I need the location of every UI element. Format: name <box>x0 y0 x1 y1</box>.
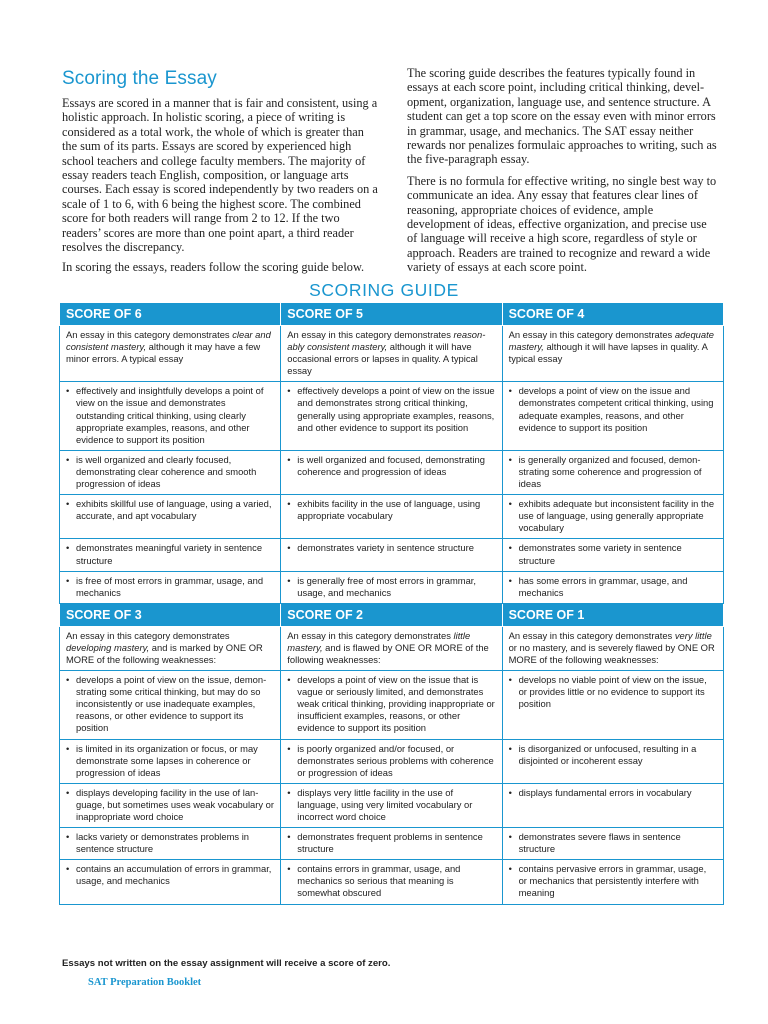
bullet-icon: • <box>287 385 291 397</box>
bullet-item <box>509 674 717 710</box>
criteria-cell <box>60 382 281 450</box>
intro-text-tail: and is flawed by ONE OR MORE of the following weaknesses: <box>287 641 489 665</box>
bullet-item <box>509 454 717 490</box>
criteria-cell <box>281 495 502 539</box>
mastery-level: reasonably consistent mastery, <box>287 329 486 353</box>
mastery-level: adequate mastery, <box>508 329 714 353</box>
criteria-cell <box>502 860 723 904</box>
criteria-cell <box>60 828 281 860</box>
bullet-icon: • <box>66 542 70 554</box>
bullet-icon: • <box>508 453 512 465</box>
criteria-cell <box>60 571 281 603</box>
criteria-cell <box>281 450 502 494</box>
bullet-icon: • <box>508 498 512 510</box>
booklet-footer-brand: SAT Preparation Booklet <box>88 977 202 988</box>
bullet-item <box>287 385 495 433</box>
criteria-row <box>60 450 724 494</box>
mastery-level: clear and consistent mastery, <box>66 329 271 353</box>
bullet-item <box>509 542 717 566</box>
bullet-icon: • <box>508 742 512 754</box>
criteria-cell <box>281 382 502 450</box>
bullet-icon: • <box>287 453 291 465</box>
bullet-item <box>66 575 274 599</box>
criteria-row <box>60 571 724 603</box>
bullet-item <box>287 542 495 554</box>
bullet-icon: • <box>287 542 291 554</box>
bullet-icon: • <box>287 674 291 686</box>
bullet-icon: • <box>287 831 291 843</box>
score-header: SCORE OF 1 <box>502 603 723 626</box>
criteria-text: effectively and insightfully develops a point of view on the issue and demonstrates outstanding critical thinking, using clearly appropriate examples, reasons, and other evidence to support its position <box>76 385 264 445</box>
criteria-cell <box>60 860 281 904</box>
bullet-icon: • <box>66 574 70 586</box>
criteria-cell <box>502 783 723 827</box>
bullet-icon: • <box>287 742 291 754</box>
criteria-text: contains an accumulation of errors in grammar, usage, and mechanics <box>76 863 272 887</box>
criteria-text: is generally free of most errors in grammar, usage, and mechanics <box>297 574 477 598</box>
criteria-cell <box>502 450 723 494</box>
criteria-cell <box>60 539 281 571</box>
criteria-text: is poorly organized and/or focused, or demonstrates serious problems with coherence or progression of ideas <box>297 742 494 778</box>
bullet-icon: • <box>508 786 512 798</box>
scoring-guide-title: SCORING GUIDE <box>309 280 459 300</box>
mastery-level: very little <box>674 629 712 641</box>
mastery-level: developing mastery, <box>66 641 150 653</box>
criteria-row <box>60 739 724 783</box>
score-intro-cell <box>60 626 281 670</box>
bullet-item <box>66 674 274 734</box>
criteria-cell <box>281 783 502 827</box>
bullet-icon: • <box>66 498 70 510</box>
bullet-item <box>287 743 495 779</box>
criteria-row <box>60 382 724 450</box>
bullet-item <box>66 863 274 887</box>
no-formula-paragraph: There is no formula for effective writing, no single best way to communicate an idea. Any essay that features clear lines of reasoning, appropriate choices of evidence, ample development of ideas, effective organization, and precise use of language will receive a high score, regardless of style or approach. Readers are trained to recognize and reward a wide variety of essays at each score point. <box>407 173 717 275</box>
criteria-cell <box>281 539 502 571</box>
bullet-item <box>287 831 495 855</box>
criteria-cell <box>60 450 281 494</box>
score-intro-cell <box>502 626 723 670</box>
criteria-text: demonstrates frequent problems in sentence structure <box>297 831 483 855</box>
right-column <box>407 66 719 281</box>
intro-text: An essay in this category demonstrates <box>287 329 454 340</box>
left-column <box>62 68 380 281</box>
bullet-item <box>287 498 495 522</box>
bullet-icon: • <box>66 453 70 465</box>
criteria-text: develops a point of view on the issue, demonstrating some critical thinking, but may do so inconsistently or use inadequate examples, reasons, or other evidence to support its position <box>76 674 267 734</box>
criteria-cell <box>281 739 502 783</box>
criteria-cell <box>502 539 723 571</box>
bullet-icon: • <box>66 742 70 754</box>
criteria-cell <box>281 571 502 603</box>
intro-text-tail: although it may have a few minor errors. A typical essay <box>66 341 261 365</box>
intro-paragraph: Essays are scored in a manner that is fair and consistent, using a holistic approach. In holistic scoring, a piece of writing is considered as a total work, the whole of which is greater than the sum of its parts. Essays are scored by experienced high school teachers and college faculty members. The majority of essay readers teach English, composition, or language arts courses. Each essay is scored independently by two readers on a scale of 1 to 6, with 6 being the highest score. The combined score for both readers will range from 2 to 12. If the two readers’ scores are more than one point apart, a third reader resolves the discrepancy. <box>62 96 378 255</box>
criteria-row <box>60 495 724 539</box>
bullet-icon: • <box>66 863 70 875</box>
intro-text-tail: although it will have occasional errors or lapses in quality. A typical essay <box>287 341 478 377</box>
bullet-icon: • <box>287 498 291 510</box>
bullet-icon: • <box>66 385 70 397</box>
section-heading: Scoring the Essay <box>62 68 217 89</box>
bullet-icon: • <box>66 674 70 686</box>
bullet-item <box>509 575 717 599</box>
zero-score-note: Essays not written on the essay assignment will receive a score of zero. <box>62 958 391 969</box>
score-intro-row <box>60 326 724 382</box>
bullet-item <box>287 575 495 599</box>
criteria-text: demonstrates variety in sentence structure <box>297 542 474 554</box>
criteria-text: develops no viable point of view on the issue, or provides little or no evidence to support its position <box>518 674 707 710</box>
criteria-cell <box>502 671 723 739</box>
criteria-cell <box>281 860 502 904</box>
criteria-cell <box>281 828 502 860</box>
intro-text: An essay in this category demonstrates <box>287 629 454 641</box>
score-intro-cell <box>502 326 723 382</box>
criteria-text: demonstrates meaningful variety in sentence structure <box>76 542 263 566</box>
bullet-icon: • <box>508 542 512 554</box>
score-intro-cell <box>60 326 281 382</box>
intro-text: An essay in this category demonstrates <box>66 629 230 641</box>
bullet-item <box>509 831 717 855</box>
criteria-text: displays fundamental errors in vocabulary <box>518 786 692 798</box>
criteria-row <box>60 539 724 571</box>
criteria-text: is well organized and clearly focused, demonstrating clear coherence and smooth progression of ideas <box>76 453 257 490</box>
bullet-icon: • <box>508 574 512 586</box>
guide-description-paragraph: The scoring guide describes the features typically found in essays at each score point, including critical thinking, development, organization, language use, and sentence structure. A student can get a top score on the essay even with minor errors in grammar, usage, and mechanics. The SAT essay neither rewards nor penalizes formulaic approaches to writing, such as the five-paragraph essay. <box>407 66 717 167</box>
criteria-row <box>60 828 724 860</box>
criteria-text: exhibits adequate but inconsistent facility in the use of language, using generally appropriate vocabulary <box>518 498 715 534</box>
bullet-item <box>66 743 274 779</box>
criteria-cell <box>60 783 281 827</box>
criteria-text: displays developing facility in the use of language, but sometimes uses weak vocabulary or inappropriate word choice <box>76 786 275 822</box>
bullet-item <box>509 498 717 534</box>
criteria-text: exhibits skillful use of language, using a varied, accurate, and apt vocabulary <box>76 498 272 522</box>
criteria-text: exhibits facility in the use of language, using appropriate vocabulary <box>297 498 481 522</box>
bullet-item <box>509 863 717 899</box>
score-header: SCORE OF 2 <box>281 603 502 626</box>
criteria-cell <box>502 739 723 783</box>
criteria-cell <box>502 828 723 860</box>
criteria-cell <box>502 571 723 603</box>
bullet-item <box>287 787 495 823</box>
bullet-icon: • <box>66 831 70 843</box>
bullet-item <box>66 454 274 490</box>
bullet-item <box>66 787 274 823</box>
criteria-cell <box>60 671 281 739</box>
intro-text: An essay in this category demonstrates <box>508 629 675 641</box>
score-intro-cell <box>281 326 502 382</box>
bullet-icon: • <box>66 786 70 798</box>
scoring-guide-table <box>59 302 724 905</box>
bullet-icon: • <box>508 385 512 397</box>
criteria-text: demonstrates some variety in sentence structure <box>518 542 682 566</box>
criteria-cell <box>281 671 502 739</box>
criteria-text: contains errors in grammar, usage, and mechanics so serious that meaning is somewhat obscured <box>297 863 461 899</box>
bullet-item <box>509 743 717 767</box>
score-header: SCORE OF 3 <box>60 603 281 626</box>
intro-text: An essay in this category demonstrates <box>66 329 233 340</box>
bullet-item <box>287 454 495 478</box>
score-intro-row <box>60 626 724 670</box>
intro-text-tail: and is marked by ONE OR MORE of the following weaknesses: <box>66 641 263 665</box>
bullet-item <box>66 498 274 522</box>
criteria-text: has some errors in grammar, usage, and mechanics <box>518 574 688 598</box>
intro-text: An essay in this category demonstrates <box>508 329 675 340</box>
criteria-cell <box>502 382 723 450</box>
criteria-text: is generally organized and focused, demonstrating some coherence and progression of ideas <box>518 453 702 490</box>
bullet-item <box>66 831 274 855</box>
bullet-icon: • <box>508 831 512 843</box>
mastery-level: little mastery, <box>287 629 471 653</box>
score-header: SCORE OF 5 <box>281 303 502 326</box>
bullet-item <box>509 787 717 799</box>
criteria-row <box>60 783 724 827</box>
bullet-item <box>66 542 274 566</box>
bullet-icon: • <box>287 863 291 875</box>
criteria-text: demonstrates severe flaws in sentence structure <box>518 831 681 855</box>
criteria-row <box>60 671 724 739</box>
intro-text-tail: or no mastery, and is severely flawed by ONE OR MORE of the following weaknesses: <box>508 641 715 665</box>
criteria-text: displays very little facility in the use of language, using very limited vocabulary or incorrect word choice <box>297 786 473 822</box>
score-intro-cell <box>281 626 502 670</box>
bullet-icon: • <box>508 674 512 686</box>
bullet-item <box>287 863 495 899</box>
bullet-item <box>509 385 717 433</box>
score-header: SCORE OF 6 <box>60 303 281 326</box>
criteria-text: is limited in its organization or focus, or may demonstrate some lapses in coherence or progression of ideas <box>76 742 258 778</box>
score-header-row <box>60 303 724 326</box>
criteria-text: is well organized and focused, demonstrating coherence and progression of ideas <box>297 453 485 477</box>
score-header: SCORE OF 4 <box>502 303 723 326</box>
criteria-text: develops a point of view on the issue and demonstrates competent critical thinking, using adequate examples, reasons, and other evidence to support its position <box>518 385 714 433</box>
criteria-text: contains pervasive errors in grammar, usage, or mechanics that persistently interfere with meaning <box>518 863 707 899</box>
criteria-cell <box>60 739 281 783</box>
criteria-text: is disorganized or unfocused, resulting in a disjointed or incoherent essay <box>518 742 697 766</box>
scoring-guide-lead-in: In scoring the essays, readers follow the scoring guide below. <box>62 260 365 275</box>
score-header-row <box>60 603 724 626</box>
criteria-text: is free of most errors in grammar, usage, and mechanics <box>76 574 264 598</box>
criteria-text: develops a point of view on the issue that is vague or seriously limited, and demonstrates weak critical thinking, providing inappropriate or insufficient examples, reasons, or other evidence to support its position <box>297 674 495 734</box>
bullet-icon: • <box>287 574 291 586</box>
criteria-row <box>60 860 724 904</box>
intro-text-tail: although it will have lapses in quality. A typical essay <box>508 341 708 365</box>
criteria-text: effectively develops a point of view on the issue and demonstrates strong critical thinking, generally using appropriate examples, reasons, and other evidence to support its position <box>297 385 495 433</box>
bullet-item <box>66 385 274 445</box>
criteria-cell <box>502 495 723 539</box>
criteria-cell <box>60 495 281 539</box>
criteria-text: lacks variety or demonstrates problems in sentence structure <box>76 831 249 855</box>
bullet-icon: • <box>287 786 291 798</box>
bullet-item <box>287 674 495 734</box>
bullet-icon: • <box>508 863 512 875</box>
